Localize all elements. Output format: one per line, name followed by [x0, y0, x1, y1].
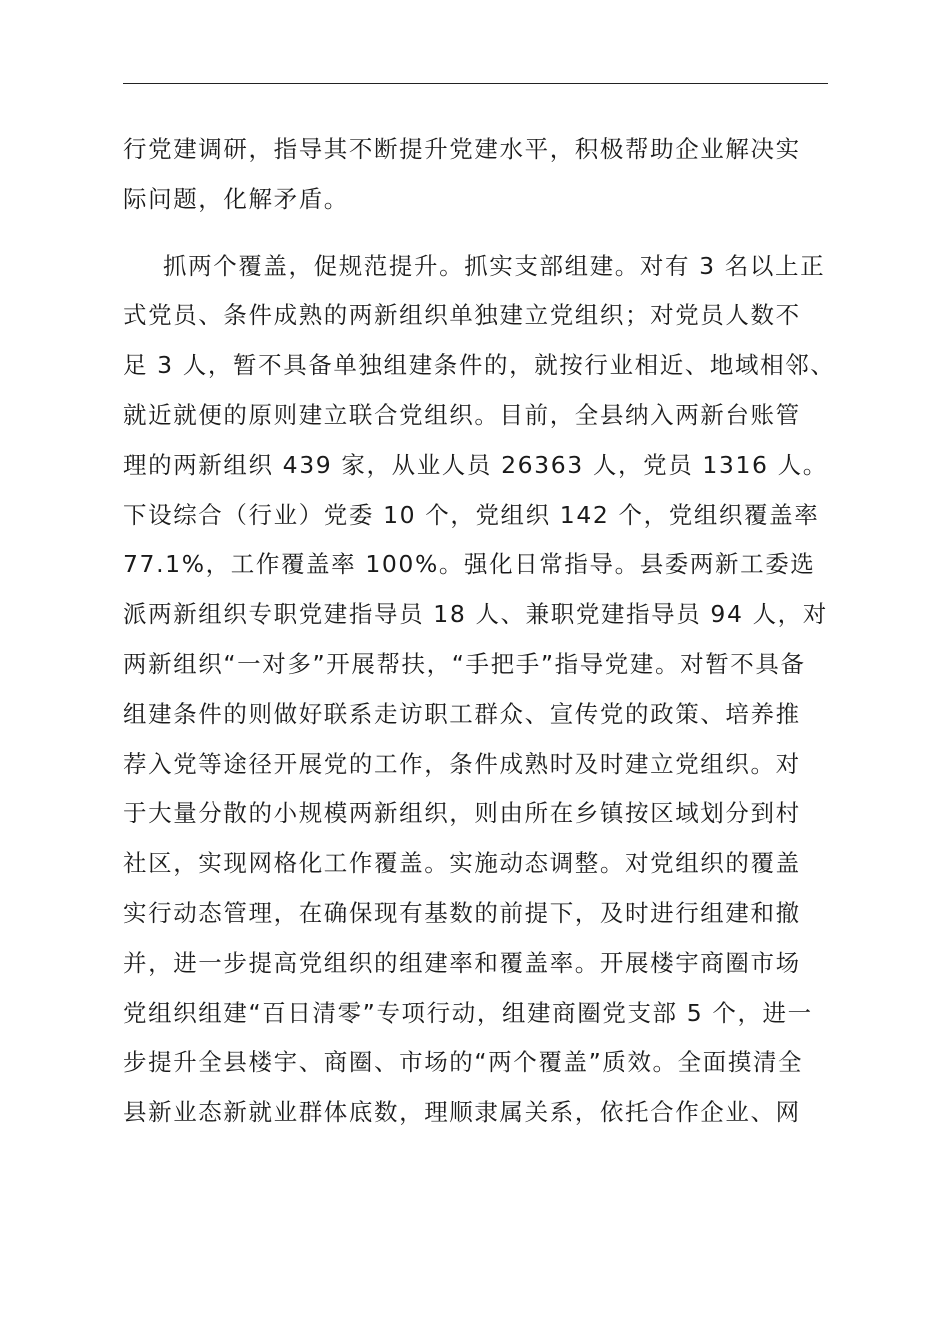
text-line: 并，进一步提高党组织的组建率和覆盖率。开展楼宇商圈市场: [123, 948, 801, 977]
paragraph-1: [123, 125, 831, 225]
text-line: 际问题，化解矛盾。: [123, 184, 349, 213]
text-line: 派两新组织专职党建指导员 18 人、兼职党建指导员 94 人，对: [123, 600, 828, 629]
text-line: 实行动态管理，在确保现有基数的前提下，及时进行组建和撤: [123, 898, 801, 927]
text-line: 县新业态新就业群体底数，理顺隶属关系，依托合作企业、网: [123, 1098, 801, 1127]
text-line: 荐入党等途径开展党的工作，条件成熟时及时建立党组织。对: [123, 749, 801, 778]
document-body: [123, 125, 836, 1138]
paragraph-2: [123, 242, 836, 1138]
text-line: 社区，实现网格化工作覆盖。实施动态调整。对党组织的覆盖: [123, 849, 801, 878]
text-line: 抓两个覆盖，促规范提升。抓实支部组建。对有 3 名以上正: [163, 251, 826, 280]
text-line: 足 3 人，暂不具备单独组建条件的，就按行业相近、地域相邻、: [123, 351, 836, 380]
text-line: 两新组织“一对多”开展帮扶，“手把手”指导党建。对暂不具备: [123, 649, 806, 678]
text-line: 行党建调研，指导其不断提升党建水平，积极帮助企业解决实: [123, 135, 801, 163]
text-line: 下设综合（行业）党委 10 个，党组织 142 个，党组织覆盖率: [123, 500, 820, 529]
text-line: 步提升全县楼宇、商圈、市场的“两个覆盖”质效。全面摸清全: [123, 1048, 804, 1077]
text-line: 于大量分散的小规模两新组织，则由所在乡镇按区域划分到村: [123, 799, 801, 828]
text-line: 组建条件的则做好联系走访职工群众、宣传党的政策、培养推: [123, 699, 801, 728]
text-line: 就近就便的原则建立联合党组织。目前，全县纳入两新台账管: [123, 400, 801, 429]
text-line: 77.1%，工作覆盖率 100%。强化日常指导。县委两新工委选: [123, 550, 816, 579]
paragraph-spacer: [123, 225, 831, 242]
text-line: 党组织组建“百日清零”专项行动，组建商圈党支部 5 个，进一: [123, 998, 813, 1027]
text-line: 式党员、条件成熟的两新组织单独建立党组织；对党员人数不: [123, 301, 801, 330]
text-line: 理的两新组织 439 家，从业人员 26363 人，党员 1316 人。: [123, 450, 828, 479]
header-rule: [123, 83, 828, 84]
